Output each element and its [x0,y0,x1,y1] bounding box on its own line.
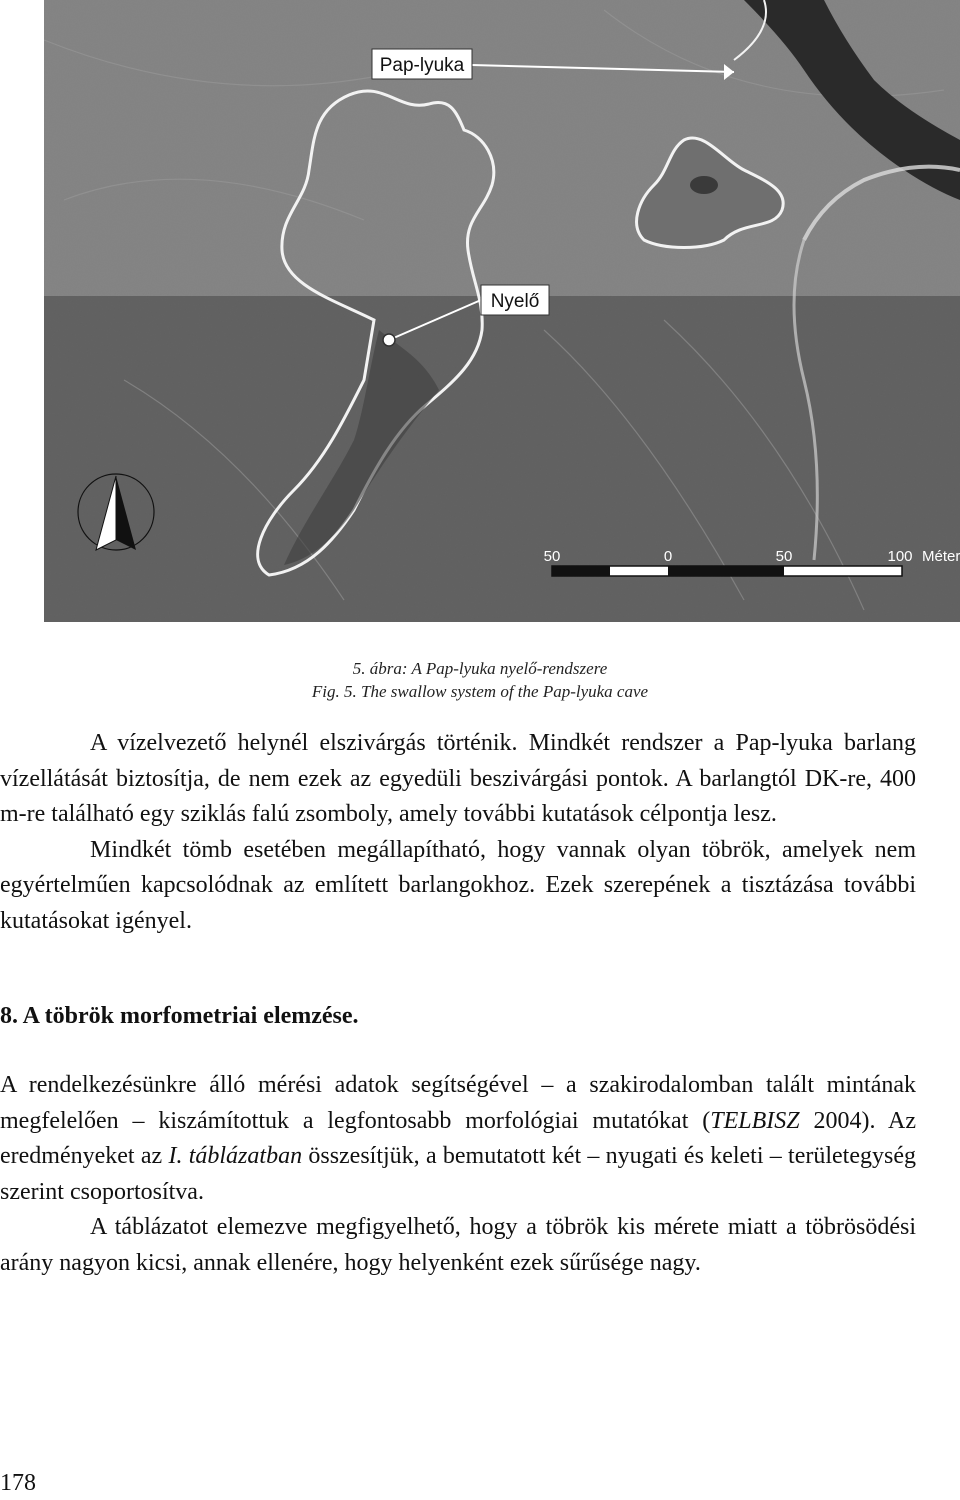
paragraph-3-part-1: A rendelkezésünkre álló mérési adatok segítségével – a szakirodalomban talált mintának megfelelően – kiszámítottuk a legfontosabb morfológiai mutatókat ( [0,1072,916,1134]
paragraph-3-part-3: összesítjük, a bemutatott két – nyugati és keleti – területegység szerint csoportosítva. [0,1143,916,1205]
nyelo-label: Nyelő [490,291,540,312]
paragraph-3 [0,1068,916,1210]
figure-caption-hu: 5. ábra: A Pap-lyuka nyelő-rendszere [352,659,608,678]
scale-label-3: 50 [775,548,793,565]
page-number: 178 [0,1470,36,1496]
scale-unit-label: Méter [922,548,960,565]
paragraph-2: Mindkét tömb esetében megállapítható, hogy vannak olyan töbrök, amelyek nem egyértelműen kapcsolódnak az említett barlangokhoz. Ezek szerepének a tisztázása további kutatásokat igényel. [0,836,916,934]
body-text-block-1 [0,726,916,940]
table-reference: I. táblázatban [168,1143,303,1170]
eastern-depression [690,176,718,194]
section-heading: 8. A töbrök morfometriai elemzése. [0,1003,359,1029]
paragraph-4: A táblázatot elemezve megfigyelhető, hogy a töbrök kis mérete miatt a töbrösödési arány nagyon kicsi, annak ellenére, hogy helyenként ezek sűrűsége nagy. [0,1214,916,1276]
scale-label-2: 0 [663,548,673,565]
paragraph-1: A vízelvezető helynél elszivárgás történik. Mindkét rendszer a Pap-lyuka barlang vízellátását biztosítja, de nem ezek az egyedüli beszivárgási pontok. A barlangtól DK-re, 400 m-re található egy sziklás falú zsomboly, amely további kutatások célpontja lesz. [0,730,916,828]
figure-caption-en: Fig. 5. The swallow system of the Pap-lyuka cave [311,682,649,701]
paragraph-3-part-2: 2004). Az eredményeket az [0,1107,916,1170]
pap-lyuka-label: Pap-lyuka [379,55,465,76]
scale-label-4: 100 [887,548,913,565]
author-citation: TELBISZ [710,1107,800,1134]
body-text-block-2 [0,1068,916,1282]
nyelo-marker [383,334,395,346]
scale-label-1: 50 [543,548,561,565]
figure-map [44,0,960,622]
aerial-map [44,0,960,622]
